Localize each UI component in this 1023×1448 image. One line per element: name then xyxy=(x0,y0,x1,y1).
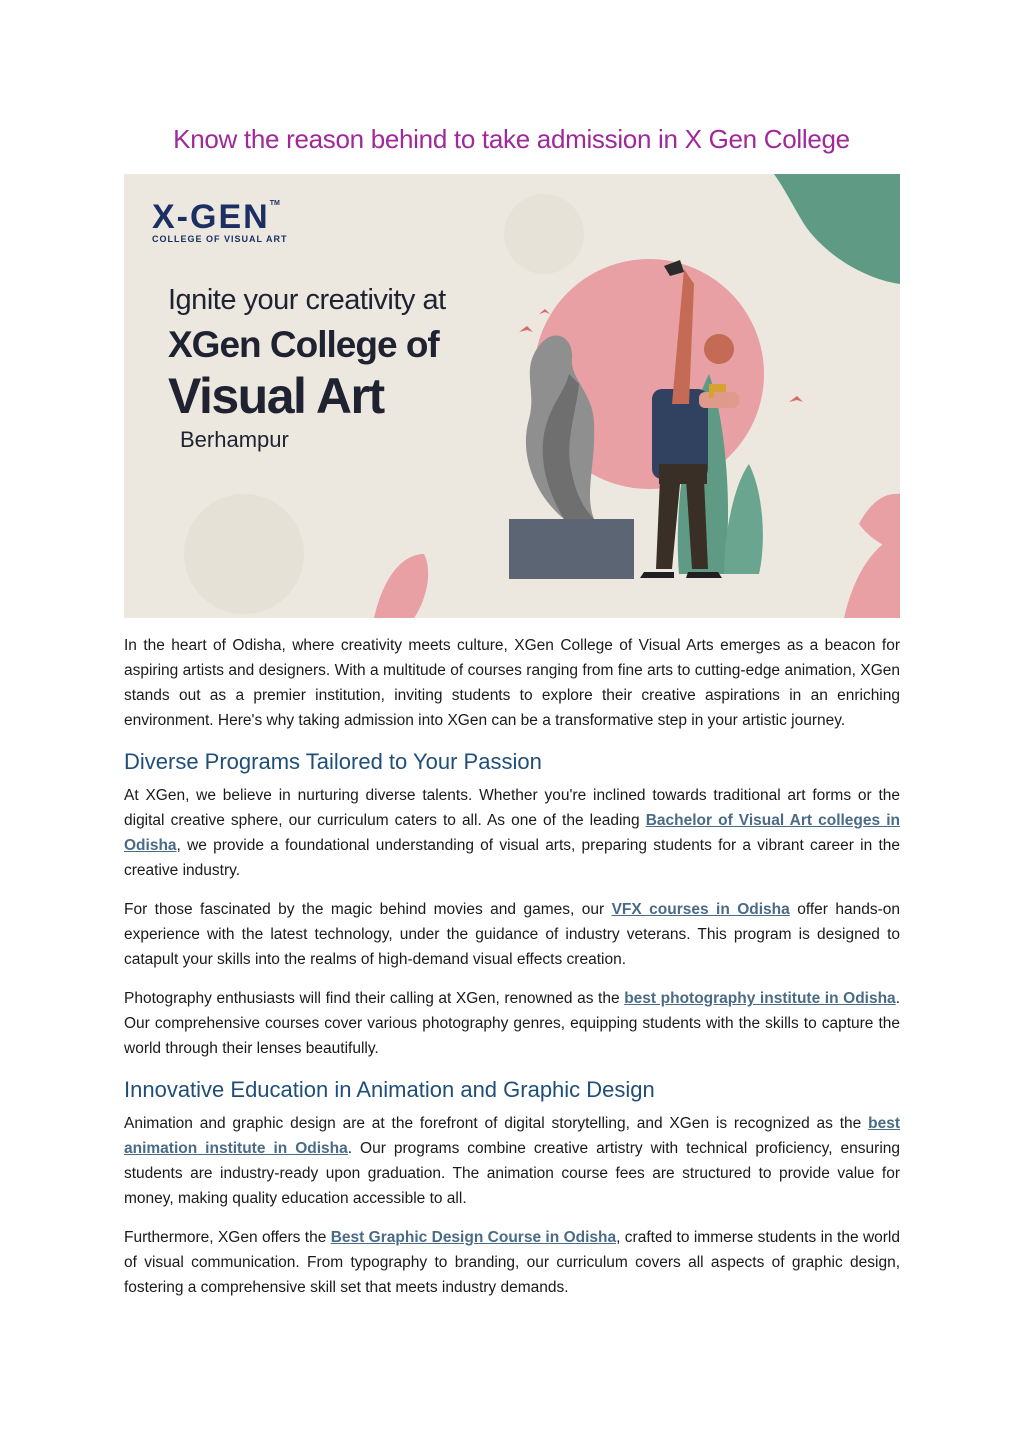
document-title: Know the reason behind to take admission in X Gen College xyxy=(173,124,850,154)
xgen-logo-subtitle: COLLEGE OF VISUAL ART xyxy=(152,234,288,244)
hero-banner-image xyxy=(124,174,900,618)
link-graphic-design-course[interactable]: Best Graphic Design Course in Odisha xyxy=(330,1229,617,1246)
paragraph-bachelor-visual-art: At XGen, we believe in nurturing diverse talents. Whether you're inclined towards traditional art forms or the digital creative sphere, our curriculum caters to all. As one of the leading Bachelor of Visual Art colleges in Odisha, we provide a foundational understanding of visual arts, preparing students for a vibrant career in the creative industry. xyxy=(124,787,900,879)
banner-tagline: Ignite your creativity at xyxy=(168,284,446,316)
section-heading-animation-graphic: Innovative Education in Animation and Graphic Design xyxy=(124,1077,655,1102)
xgen-logo-text: X-GEN™ xyxy=(152,198,280,236)
intro-paragraph: In the heart of Odisha, where creativity meets culture, XGen College of Visual Arts emerges as a beacon for aspiring artists and designers. With a multitude of courses ranging from fine arts to cutting-edge animation, XGen stands out as a premier institution, inviting students to explore their creative aspirations in an enriching environment. Here's why taking admission into XGen can be a transformative step in your artistic journey. xyxy=(124,637,900,729)
link-bachelor-visual-art[interactable]: Bachelor of Visual Art colleges in Odisha xyxy=(124,812,900,854)
banner-location: Berhampur xyxy=(180,427,289,452)
paragraph-photography: Photography enthusiasts will find their calling at XGen, renowned as the best photography institute in Odisha. Our comprehensive courses cover various photography genres, equipping students with the skills to capture the world through their lenses beautifully. xyxy=(124,990,900,1057)
paragraph-graphic-design: Furthermore, XGen offers the Best Graphic Design Course in Odisha, crafted to immerse students in the world of visual communication. From typography to branding, our curriculum covers all aspects of graphic design, fostering a comprehensive skill set that meets industry demands. xyxy=(124,1229,900,1296)
banner-visual-art: Visual Art xyxy=(168,368,384,424)
article-body xyxy=(124,633,900,1314)
section-heading-diverse-programs: Diverse Programs Tailored to Your Passion xyxy=(124,749,542,774)
banner-college-name: XGen College of xyxy=(168,324,439,365)
link-photography-institute[interactable]: best photography institute in Odisha xyxy=(624,990,896,1007)
paragraph-vfx: For those fascinated by the magic behind movies and games, our VFX courses in Odisha offer hands-on experience with the latest technology, under the guidance of industry veterans. This program is designed to catapult your skills into the realms of high-demand visual effects creation. xyxy=(124,901,900,968)
paragraph-animation: Animation and graphic design are at the forefront of digital storytelling, and XGen is recognized as the best animation institute in Odisha. Our programs combine creative artistry with technical proficiency, ensuring students are industry-ready upon graduation. The animation course fees are structured to provide value for money, making quality education accessible to all. xyxy=(124,1115,900,1207)
link-animation-institute[interactable]: best animation institute in Odisha xyxy=(124,1115,900,1157)
link-vfx-courses[interactable]: VFX courses in Odisha xyxy=(611,901,790,918)
